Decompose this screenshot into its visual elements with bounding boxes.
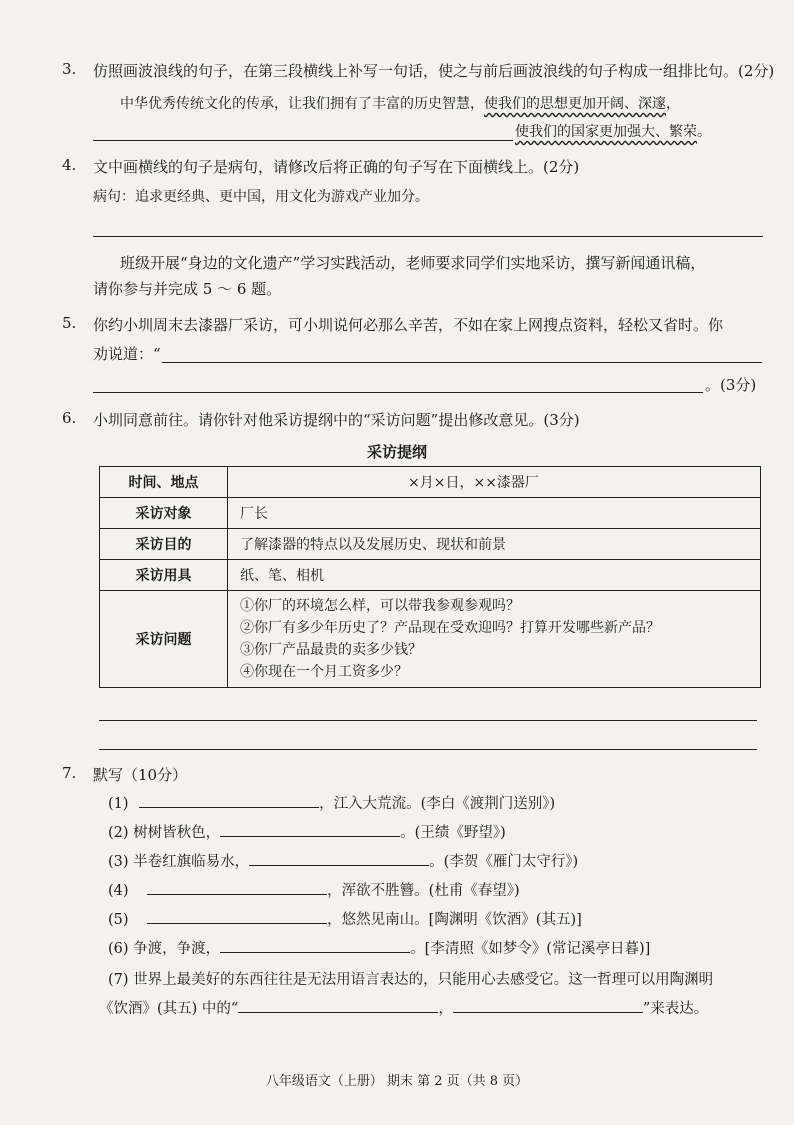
item-before: 半卷红旗临易水，	[133, 854, 250, 870]
q7-number: 7.	[62, 764, 77, 782]
q3-answer-line[interactable]	[93, 140, 513, 141]
table-row	[100, 529, 761, 560]
question-item: ④你现在一个月工资多少？	[240, 664, 408, 680]
table-row	[100, 560, 761, 591]
row-value: 纸、笔、相机	[228, 560, 761, 591]
q5-line2-start: 劝说道：“	[93, 345, 161, 363]
item-after: ，悠然见南山。[陶渊明《饮酒》(其五)]	[327, 912, 582, 928]
q5-answer-line-1[interactable]	[162, 362, 762, 363]
q4-answer-line[interactable]	[93, 236, 763, 237]
intro-line1: 班级开展“身边的文化遗产”学习实践活动，老师要求同学们实地采访，撰写新闻通讯稿，	[120, 254, 706, 272]
q7-item-7-line1: (7) 世界上最美好的东西往往是无法用语言表达的，只能用心去感受它。这一哲理可以用陶渊明	[108, 972, 714, 988]
q3-line1-end: ，	[666, 96, 680, 112]
q7-item-2	[108, 821, 506, 842]
question-item: ①你厂的环境怎么样，可以带我参观参观吗？	[240, 598, 520, 614]
row-value: ×月×日，××漆器厂	[228, 467, 761, 498]
q7-item-7-line2	[99, 997, 708, 1018]
item-label: (4)	[108, 883, 129, 899]
item-after: ，浑欲不胜簪。(杜甫《春望》)	[327, 883, 520, 899]
table-row	[100, 498, 761, 529]
intro-line2: 请你参与并完成 5 ～ 6 题。	[93, 280, 282, 298]
item7-end: ”来表达。	[642, 1001, 709, 1017]
q3-line1-plain: 中华优秀传统文化的传承，让我们拥有了丰富的历史智慧，	[120, 96, 484, 112]
q6-answer-line-2[interactable]	[99, 749, 757, 750]
q5-number: 5.	[62, 314, 77, 332]
item7-mid: ，	[438, 1001, 453, 1017]
item-after: 。(李贺《雁门太守行》)	[429, 854, 579, 870]
q6-prompt: 小圳同意前往。请你针对他采访提纲中的“采访问题”提出修改意见。(3分)	[93, 411, 580, 429]
q6-number: 6.	[62, 409, 77, 427]
question-item: ②你厂有多少年历史了？产品现在受欢迎吗？打算开发哪些新产品？	[240, 620, 660, 636]
table-row	[100, 591, 761, 688]
q4-sick-text: 追求更经典、更中国，用文化为游戏产业加分。	[135, 189, 429, 205]
row-value: 了解漆器的特点以及发展历史、现状和前景	[228, 529, 761, 560]
q7-item-5	[108, 908, 582, 929]
q5-line1: 你约小圳周末去漆器厂采访，可小圳说何必那么辛苦，不如在家上网搜点资料，轻松又省时。你	[93, 316, 724, 334]
questions-cell	[228, 591, 761, 688]
item-label: (6)	[108, 941, 129, 957]
row-label: 时间、地点	[100, 467, 228, 498]
item-label: (5)	[108, 912, 129, 928]
q3-number: 3.	[62, 60, 77, 78]
page-footer: 八年级语文（上册） 期末 第 2 页（共 8 页）	[265, 1074, 529, 1089]
q7-item-6	[108, 937, 650, 958]
item-label: (2)	[108, 825, 129, 841]
blank-field[interactable]	[147, 909, 327, 924]
interview-outline-table	[99, 466, 761, 688]
q3-prompt: 仿照画波浪线的句子，在第三段横线上补写一句话，使之与前后画波浪线的句子构成一组排比句。(2分)	[93, 62, 775, 80]
q3-line2-end: 。	[697, 124, 711, 140]
outline-title: 采访提纲	[366, 443, 427, 461]
blank-field[interactable]	[139, 793, 319, 808]
q3-line2-wavy: 使我们的国家更加强大、繁荣	[515, 124, 697, 140]
q7-item-1	[108, 792, 555, 813]
q5-line3-end: 。(3分)	[705, 376, 757, 394]
item-after: 。(王绩《野望》)	[400, 825, 506, 841]
blank-field[interactable]	[249, 851, 429, 866]
item-after: 。[李清照《如梦令》(常记溪亭日暮)]	[410, 941, 651, 957]
q4-prompt: 文中画横线的句子是病句，请修改后将正确的句子写在下面横线上。(2分)	[93, 158, 580, 176]
row-label: 采访问题	[100, 591, 228, 688]
q7-item-3	[108, 850, 578, 871]
q4-sick-label: 病句：	[93, 189, 135, 205]
blank-field[interactable]	[147, 880, 327, 895]
row-label: 采访对象	[100, 498, 228, 529]
q4-number: 4.	[62, 156, 77, 174]
item7-start: 《饮酒》(其五) 中的“	[99, 1001, 239, 1017]
blank-field[interactable]	[220, 938, 410, 953]
q4-sick-sentence	[93, 186, 429, 206]
item-label: (1)	[108, 796, 129, 812]
item-label: (3)	[108, 854, 129, 870]
row-label: 采访用具	[100, 560, 228, 591]
blank-field[interactable]	[238, 998, 438, 1013]
q3-line2	[515, 121, 711, 141]
item-before: 树树皆秋色，	[133, 825, 221, 841]
table-row	[100, 467, 761, 498]
blank-field[interactable]	[453, 998, 643, 1013]
q7-item-4	[108, 879, 520, 900]
q3-line1	[120, 93, 680, 113]
q7-title: 默写（10分）	[93, 766, 188, 784]
question-item: ③你厂产品最贵的卖多少钱？	[240, 642, 422, 658]
q5-answer-line-2[interactable]	[93, 392, 703, 393]
blank-field[interactable]	[220, 822, 400, 837]
item-before: 争渡，争渡，	[133, 941, 221, 957]
q3-line1-wavy: 使我们的思想更加开阔、深邃	[484, 96, 666, 112]
row-label: 采访目的	[100, 529, 228, 560]
q6-answer-line-1[interactable]	[99, 720, 757, 721]
row-value: 厂长	[228, 498, 761, 529]
item-after: ，江入大荒流。(李白《渡荆门送别》)	[319, 796, 556, 812]
